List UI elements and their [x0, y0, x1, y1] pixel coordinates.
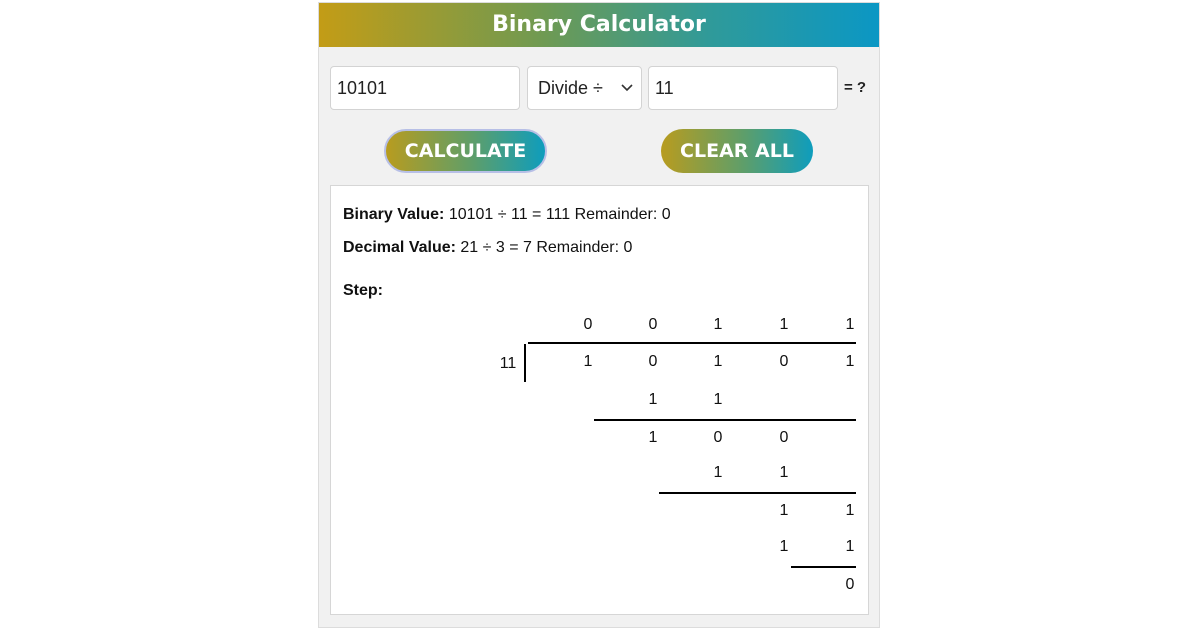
- dividend-digit: 1: [713, 353, 723, 370]
- equals-label: = ?: [844, 79, 867, 96]
- result-digit: 1: [845, 502, 855, 519]
- quotient-digit: 0: [583, 316, 593, 333]
- results-panel: [330, 185, 869, 615]
- division-bar: [528, 342, 856, 344]
- subtraction-line: [594, 419, 856, 421]
- subtract-digit: 1: [779, 464, 789, 481]
- final-remainder: 0: [845, 576, 855, 593]
- quotient-digit: 0: [648, 316, 658, 333]
- calculate-button[interactable]: CALCULATE: [384, 129, 547, 173]
- result-digit: 0: [713, 429, 723, 446]
- chevron-down-icon: [621, 67, 633, 125]
- dividend-digit: 1: [845, 353, 855, 370]
- result-digit: 0: [779, 429, 789, 446]
- binary-value-line: [343, 206, 671, 224]
- dividend-digit: 0: [648, 353, 658, 370]
- subtract-digit: 1: [713, 464, 723, 481]
- calculator-title: Binary Calculator: [319, 3, 879, 47]
- binary-calculator: [318, 2, 880, 628]
- subtraction-line: [791, 566, 856, 568]
- divisor: 11: [499, 355, 517, 372]
- subtract-digit: 1: [713, 391, 723, 408]
- subtract-digit: 1: [845, 538, 855, 555]
- quotient-digit: 1: [779, 316, 789, 333]
- second-binary-input[interactable]: [648, 66, 838, 110]
- binary-value-label: Binary Value:: [343, 206, 445, 223]
- clear-all-button[interactable]: CLEAR ALL: [661, 129, 813, 173]
- operation-select[interactable]: [527, 66, 642, 110]
- quotient-digit: 1: [845, 316, 855, 333]
- subtraction-line: [659, 492, 856, 494]
- division-bracket: [524, 344, 526, 382]
- operation-selected-label: Divide ÷: [538, 78, 603, 98]
- decimal-value-text: 21 ÷ 3 = 7 Remainder: 0: [460, 239, 633, 256]
- step-label: Step:: [343, 282, 383, 299]
- result-digit: 1: [648, 429, 658, 446]
- first-binary-input[interactable]: [330, 66, 520, 110]
- dividend-digit: 0: [779, 353, 789, 370]
- quotient-digit: 1: [713, 316, 723, 333]
- binary-value-text: 10101 ÷ 11 = 111 Remainder: 0: [448, 206, 671, 223]
- subtract-digit: 1: [648, 391, 658, 408]
- decimal-value-label: Decimal Value:: [343, 239, 456, 256]
- subtract-digit: 1: [779, 538, 789, 555]
- decimal-value-line: [343, 239, 632, 257]
- dividend-digit: 1: [583, 353, 593, 370]
- result-digit: 1: [779, 502, 789, 519]
